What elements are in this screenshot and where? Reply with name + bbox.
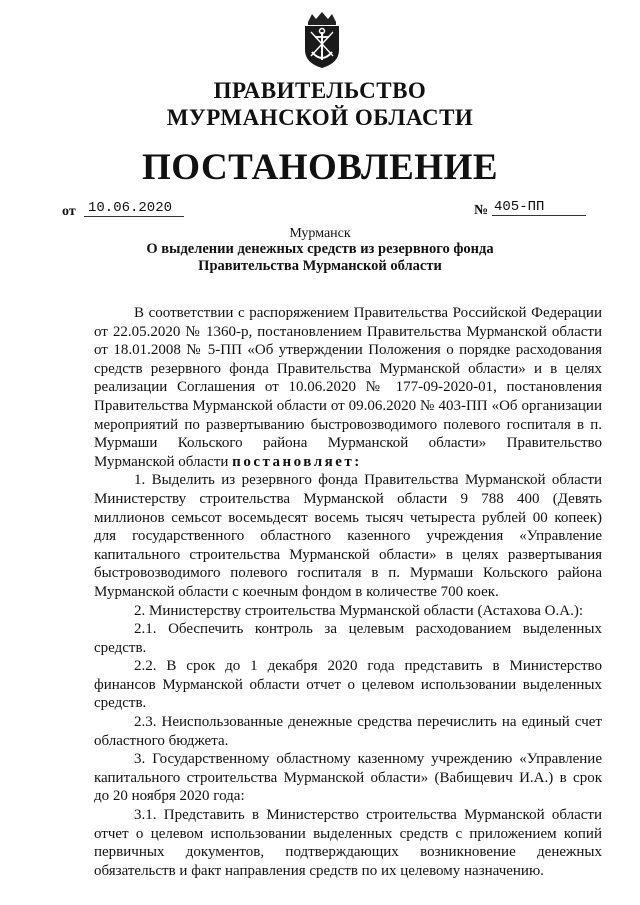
- document-type: ПОСТАНОВЛЕНИЕ: [141, 147, 499, 188]
- item-2-2: 2.2. В срок до 1 декабря 2020 года представить в Министерство финансов Мурманской области отчет о целевом использовании выделенных средств.: [94, 658, 602, 712]
- document-body: [94, 304, 602, 880]
- decree-word: постановляет:: [232, 453, 362, 470]
- document-number: 405-ПП: [492, 199, 586, 216]
- document-title-line-1: О выделении денежных средств из резервного фонда: [146, 241, 494, 257]
- document-date: 10.06.2020: [84, 200, 184, 217]
- org-name-line-1: ПРАВИТЕЛЬСТВО: [213, 78, 427, 103]
- preamble-paragraph: [94, 304, 602, 471]
- item-3: 3. Государственному областному казенному учреждению «Управление капитального строительства Мурманской области» (Вабищевич И.А.) в срок до 20 ноября 2020 года:: [94, 751, 602, 805]
- org-name-line-2: МУРМАНСКОЙ ОБЛАСТИ: [166, 105, 474, 130]
- item-2-1: 2.1. Обеспечить контроль за целевым расходованием выделенных средств.: [94, 621, 602, 656]
- item-1: 1. Выделить из резервного фонда Правительства Мурманской области Министерству строительства Мурманской области 9 788 400 (Девять миллионов семьсот восемьдесят восемь тысяч четыреста рублей 00 копеек) для государственного областного казенного учреждения «Управление капитального строительства Мурманской области» в целях развертывания быстровозводимого полевого госпиталя в п. Мурмаши Кольского района Мурманской области с коечным фондом в количестве 700 коек.: [94, 472, 602, 600]
- date-label: от: [62, 204, 76, 219]
- item-2-3: 2.3. Неиспользованные денежные средства перечислить на единый счет областного бюджета.: [94, 714, 602, 749]
- item-3-1: 3.1. Представить в Министерство строительства Мурманской области отчет о целевом использовании выделенных средств с приложением копий первичных документов, подтверждающих возникновение денежных обязательств и факт направления средств по их целевому назначению.: [94, 807, 602, 879]
- city: Мурманск: [289, 226, 351, 241]
- murmansk-coat-of-arms-icon: [300, 10, 344, 70]
- item-2: 2. Министерству строительства Мурманской области (Астахова О.А.):: [134, 602, 584, 619]
- number-label: №: [474, 203, 489, 218]
- preamble-text: В соответствии с распоряжением Правительства Российской Федерации от 22.05.2020 № 1360-р, постановлением Правительства Мурманской области от 18.01.2008 № 5-ПП «Об утверждении Положения о порядке расходования средств резервного фонда Правительства Мурманской области» и в целях реализации Соглашения от 10.06.2020 № 177-09-2020-01, постановления Правительства Мурманской области от 09.06.2020 № 403-ПП «Об организации мероприятий по развертыванию быстровозводимого полевого госпиталя в п. Мурмаши Кольского района Мурманской области» Правительство Мурманской области: [94, 305, 602, 470]
- document-title-line-2: Правительства Мурманской области: [198, 258, 442, 274]
